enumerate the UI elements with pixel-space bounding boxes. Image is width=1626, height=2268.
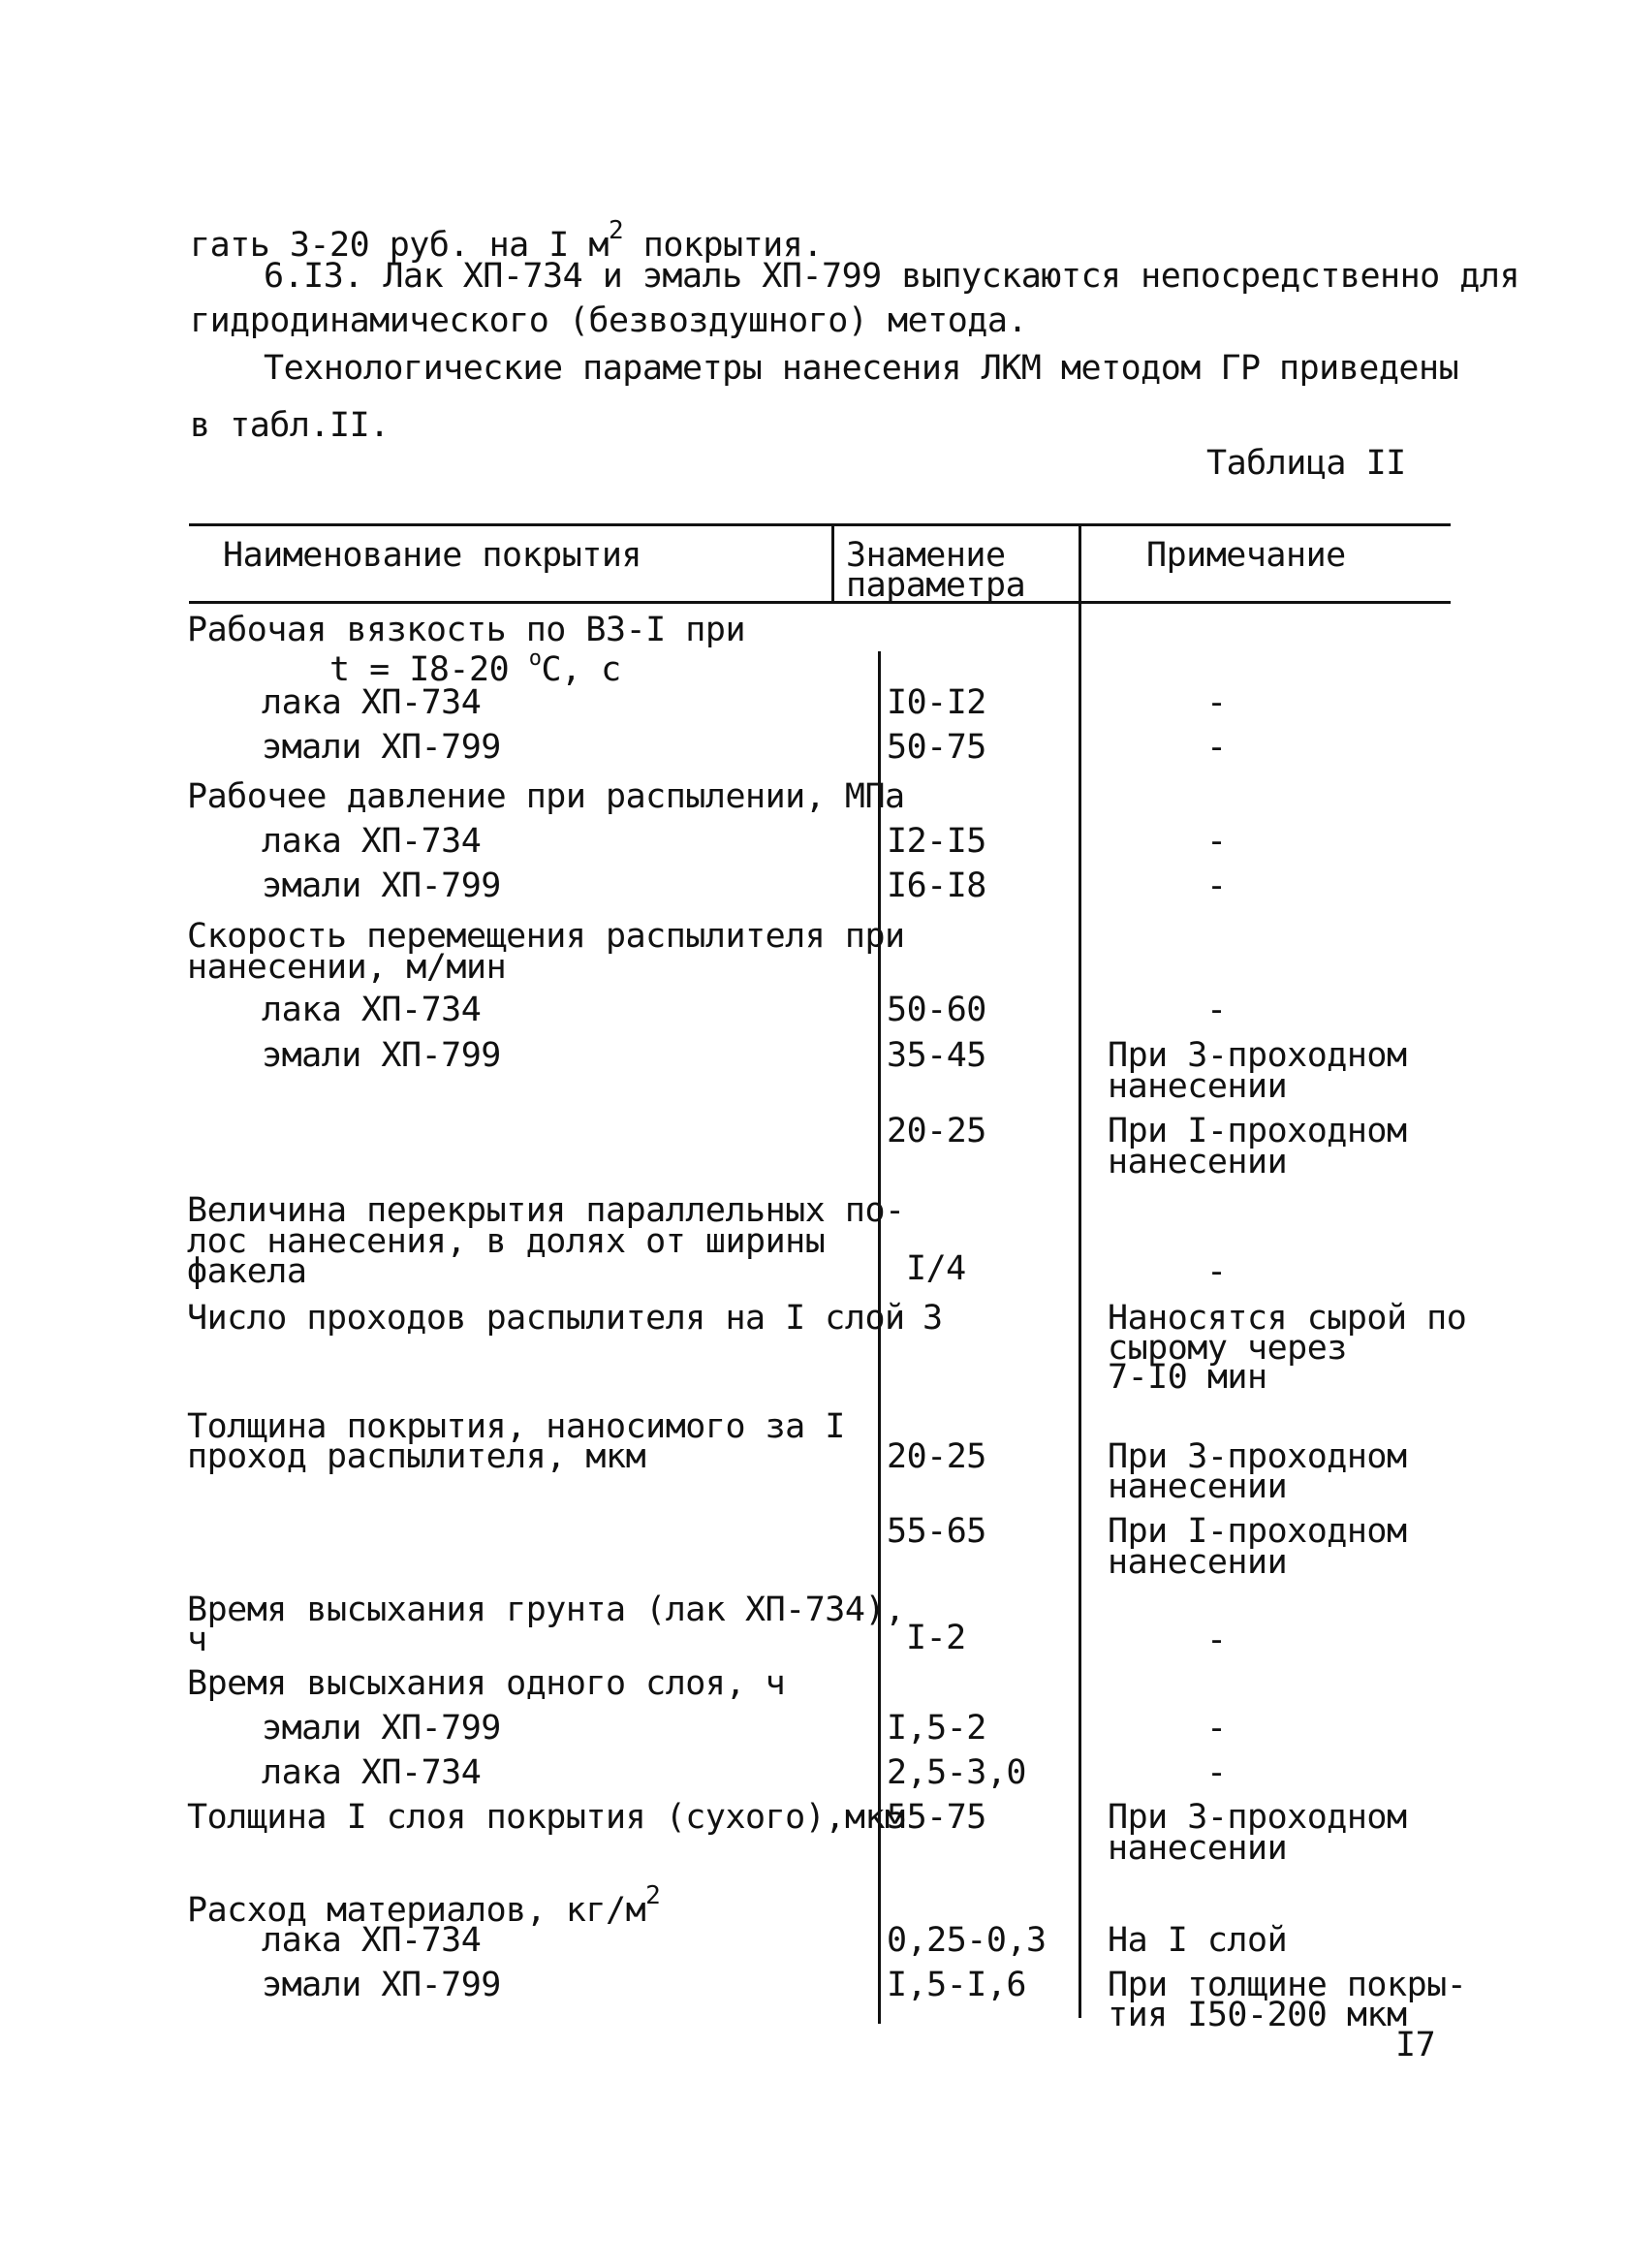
viscosity-row-1-name: лака ХП-734	[262, 683, 482, 722]
header-divider-1	[831, 523, 834, 603]
thickness-pass-title-line-1: Толщина покрытия, наносимого за I	[187, 1407, 845, 1446]
consumption-title: Расход материалов, $кг/м^2$	[187, 1881, 661, 1930]
primer-drying-title-line-1: Время высыхания грунта (лак ХП-734),	[187, 1591, 905, 1629]
viscosity-title-line-2: t = I8-20 $^o$С, с	[329, 646, 621, 689]
header-note: Примечание	[1146, 536, 1346, 575]
dry-thickness-value: 55-75	[887, 1798, 986, 1837]
header-name: Наименование покрытия	[223, 536, 642, 575]
table-top-rule	[189, 523, 1451, 526]
pressure-row-2-note: -	[1206, 866, 1227, 905]
layer-drying-title: Время высыхания одного слоя, ч	[187, 1664, 786, 1703]
passes-note-line-2: сырому через	[1108, 1329, 1347, 1368]
thickness-pass-row-1-note-line-1: При 3-проходном	[1108, 1437, 1407, 1476]
table-caption: Таблица II	[1206, 444, 1406, 483]
primer-drying-value: I-2	[906, 1619, 966, 1657]
speed-row-3-note-line-1: При I-проходном	[1108, 1112, 1407, 1150]
pressure-row-2-value: I6-I8	[887, 866, 986, 905]
viscosity-row-2-note: -	[1206, 728, 1227, 767]
overlap-title-line-1: Величина перекрытия параллельных по-	[187, 1191, 905, 1230]
consumption-row-2-value: I,5-I,6	[887, 1966, 1027, 2004]
speed-title-line-1: Скорость перемещения распылителя при	[187, 917, 905, 956]
intro-paragraph-2-line-2: гидродинамического (безвоздушного) метода.	[190, 301, 1028, 340]
overlap-title-line-3: факела	[187, 1252, 307, 1291]
viscosity-row-1-value: I0-I2	[887, 683, 986, 722]
passes-note-line-3: 7-I0 мин	[1108, 1358, 1267, 1397]
speed-row-2-value: 35-45	[887, 1036, 986, 1075]
pressure-row-1-note: -	[1206, 822, 1227, 861]
consumption-row-2-note-line-1: При толщине покры-	[1108, 1966, 1467, 2004]
primer-drying-title-line-2: ч	[187, 1621, 207, 1659]
table-header-rule	[189, 601, 1451, 604]
intro-paragraph-3-line-2: в табл.II.	[190, 406, 390, 445]
passes-value: 3	[922, 1299, 943, 1338]
page-number: I7	[1395, 2026, 1436, 2064]
thickness-pass-row-2-note-line-2: нанесении	[1108, 1543, 1288, 1582]
layer-drying-row-1-value: I,5-2	[887, 1709, 986, 1748]
speed-row-2-name: эмали ХП-799	[262, 1036, 501, 1075]
thickness-pass-row-2-value: 55-65	[887, 1512, 986, 1551]
intro-paragraph-3-line-1b: приведены	[1279, 349, 1459, 388]
thickness-pass-row-1-note-line-2: нанесении	[1108, 1467, 1288, 1506]
overlap-note: -	[1206, 1252, 1227, 1291]
speed-row-3-note-line-2: нанесении	[1108, 1143, 1288, 1181]
viscosity-row-1-note: -	[1206, 683, 1227, 722]
layer-drying-row-1-name: эмали ХП-799	[262, 1709, 501, 1748]
dry-thickness-title: Толщина I слоя покрытия (сухого),мкм	[187, 1798, 905, 1837]
consumption-row-1-name: лака ХП-734	[262, 1921, 482, 1960]
thickness-pass-row-2-note-line-1: При I-проходном	[1108, 1512, 1407, 1551]
overlap-title-line-2: лос нанесения, в долях от ширины	[187, 1222, 826, 1261]
dry-thickness-note-line-2: нанесении	[1108, 1829, 1288, 1868]
dry-thickness-note-line-1: При 3-проходном	[1108, 1798, 1407, 1837]
consumption-row-2-name: эмали ХП-799	[262, 1966, 501, 2004]
pressure-row-1-name: лака ХП-734	[262, 822, 482, 861]
speed-row-2-note-line-2: нанесении	[1108, 1067, 1288, 1106]
intro-paragraph-2-line-1: 6.I3. Лак ХП-734 и эмаль ХП-799 выпускаются непосредственно для	[264, 257, 1520, 296]
layer-drying-row-2-note: -	[1206, 1753, 1227, 1792]
viscosity-row-2-name: эмали ХП-799	[262, 728, 501, 767]
thickness-pass-row-1-value: 20-25	[887, 1437, 986, 1476]
passes-title: Число проходов распылителя на I слой	[187, 1299, 905, 1338]
pressure-row-1-value: I2-I5	[887, 822, 986, 861]
pressure-title: Рабочее давление при распылении, МПа	[187, 777, 905, 816]
overlap-value: I/4	[906, 1249, 966, 1288]
intro-line-1: гать 3-20 руб. на I $м^2$ покрытия.	[190, 216, 823, 265]
layer-drying-row-2-name: лака ХП-734	[262, 1753, 482, 1792]
viscosity-title-line-1: Рабочая вязкость по ВЗ-I при	[187, 611, 746, 649]
consumption-row-1-note: На I слой	[1108, 1921, 1288, 1960]
consumption-row-2-note-line-2: тия I50-200 мкм	[1108, 1996, 1407, 2034]
primer-drying-note: -	[1206, 1621, 1227, 1659]
header-value-line-2: параметра	[846, 566, 1026, 605]
viscosity-row-2-value: 50-75	[887, 728, 986, 767]
speed-row-1-name: лака ХП-734	[262, 991, 482, 1029]
pressure-row-2-name: эмали ХП-799	[262, 866, 501, 905]
column-divider-2	[1079, 523, 1081, 2018]
speed-row-3-value: 20-25	[887, 1112, 986, 1150]
speed-row-1-value: 50-60	[887, 991, 986, 1029]
passes-note-line-1: Наносятся сырой по	[1108, 1299, 1467, 1338]
speed-row-1-note: -	[1206, 991, 1227, 1029]
speed-title-line-2: нанесении, м/мин	[187, 948, 507, 987]
header-value-line-1: Знамение	[846, 536, 1006, 575]
layer-drying-row-1-note: -	[1206, 1709, 1227, 1748]
consumption-row-1-value: 0,25-0,3	[887, 1921, 1047, 1960]
speed-row-2-note-line-1: При 3-проходном	[1108, 1036, 1407, 1075]
thickness-pass-title-line-2: проход распылителя, мкм	[187, 1437, 646, 1476]
intro-paragraph-3-line-1a: Технологические параметры нанесения ЛКМ методом ГР	[264, 349, 1261, 388]
layer-drying-row-2-value: 2,5-3,0	[887, 1753, 1027, 1792]
